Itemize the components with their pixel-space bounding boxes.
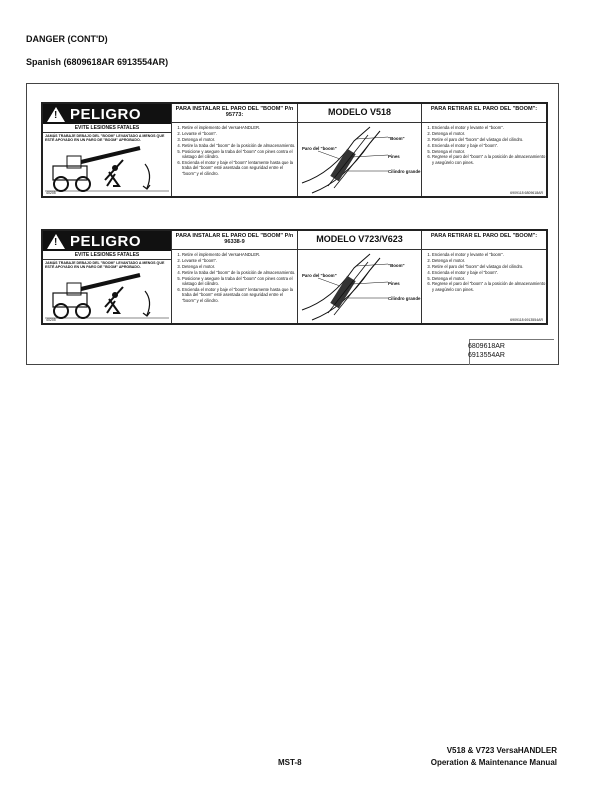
list-item: 1. Encienda el motor y levante el "boom". xyxy=(432,125,546,130)
danger-word: PELIGRO xyxy=(70,232,142,250)
label-pins: Pines xyxy=(388,281,400,286)
list-item: 6. Regrese el paro del "boom" a la posición de almacenamiento y asegúrelo con pines. xyxy=(432,281,546,292)
install-steps xyxy=(172,252,297,303)
label-cylinder: Cilindro grande xyxy=(388,296,421,301)
page-number: MST-8 xyxy=(278,758,302,767)
avoid-injury-text: EVITE LESIONES FATALES xyxy=(43,124,171,133)
warning-triangle-icon: ! xyxy=(47,234,65,249)
list-item: 4. Retire la traba del "boom" de la posición de almacenamiento. xyxy=(182,143,297,148)
list-item: 5. Posicione y asegure la traba del "boom" con pines contra el vástago del cilindro. xyxy=(182,276,297,287)
label-pins: Pines xyxy=(388,154,400,159)
list-item: 4. Retire la traba del "boom" de la posición de almacenamiento. xyxy=(182,270,297,275)
model-panel xyxy=(298,104,422,196)
model-title: MODELO V518 xyxy=(298,104,421,123)
warning-text: JAMÁS TRABAJE DEBAJO DEL "BOOM" LEVANTADO A MENOS QUE ESTÉ APOYADO EN UN PARO DE "BOOM" APROBADO. xyxy=(45,261,165,270)
label-boom-stop: Paro del "boom" xyxy=(302,146,337,151)
boom-stop-diagram xyxy=(298,250,422,323)
list-item: 1. Encienda el motor y levante el "boom". xyxy=(432,252,546,257)
list-item: 2. Detenga el motor. xyxy=(432,258,546,263)
part-number-divider xyxy=(470,339,554,340)
list-item: 3. Retire el paro del "boom" del vástago del cilindro. xyxy=(432,137,546,142)
install-panel xyxy=(172,231,298,323)
warning-triangle-icon: ! xyxy=(47,107,65,122)
list-item: 2. Levante el "boom". xyxy=(182,258,297,263)
install-steps xyxy=(172,125,297,176)
list-item: 3. Detenga el motor. xyxy=(182,264,297,269)
part-number: 6809618AR xyxy=(468,343,505,350)
section-subtitle: Spanish (6809618AR 6913554AR) xyxy=(26,57,169,67)
model-panel xyxy=(298,231,422,323)
decal-code-right: 6909118 6913554AR xyxy=(510,318,543,322)
list-item: 1. Retire el implemento del VersaHANDLER. xyxy=(182,125,297,130)
section-title: DANGER (CONT'D) xyxy=(26,34,108,44)
list-item: 4. Encienda el motor y baje el "boom". xyxy=(432,270,546,275)
part-numbers xyxy=(468,343,505,361)
decal-code-left: 40205 xyxy=(46,318,56,322)
remove-title: PARA RETIRAR EL PARO DEL "BOOM": xyxy=(422,104,546,123)
model-title: MODELO V723/V623 xyxy=(298,231,421,250)
decal-v518 xyxy=(41,102,548,198)
warning-text: JAMÁS TRABAJE DEBAJO DEL "BOOM" LEVANTADO A MENOS QUE ESTÉ APOYADO EN UN PARO DE "BOOM" APROBADO. xyxy=(45,134,165,143)
avoid-injury-text: EVITE LESIONES FATALES xyxy=(43,251,171,260)
remove-panel xyxy=(422,231,546,323)
decal-warning-panel xyxy=(43,231,172,323)
footer-manual: Operation & Maintenance Manual xyxy=(430,757,557,767)
remove-title: PARA RETIRAR EL PARO DEL "BOOM": xyxy=(422,231,546,250)
footer-product: V518 & V723 VersaHANDLER xyxy=(446,746,557,755)
list-item: 3. Detenga el motor. xyxy=(182,137,297,142)
crush-hazard-illustration xyxy=(45,146,169,196)
list-item: 6. Encienda el motor y baje el "boom" lentamente hasta que la traba del "boom" esté asentada con seguridad entre el "boom" y el cilindro. xyxy=(182,287,297,303)
label-cylinder: Cilindro grande xyxy=(388,169,421,174)
list-item: 5. Detenga el motor. xyxy=(432,149,546,154)
list-item: 5. Posicione y asegure la traba del "boom" con pines contra el vástago del cilindro. xyxy=(182,149,297,160)
remove-panel xyxy=(422,104,546,196)
list-item: 2. Levante el "boom". xyxy=(182,131,297,136)
install-title: PARA INSTALAR EL PARO DEL "BOOM" P/n 96338-9 xyxy=(172,231,297,250)
list-item: 5. Detenga el motor. xyxy=(432,276,546,281)
footer-title xyxy=(431,745,557,768)
decal-warning-panel xyxy=(43,104,172,196)
list-item: 6. Regrese el paro del "boom" a la posición de almacenamiento y asegúrelo con pines. xyxy=(432,154,546,165)
list-item: 6. Encienda el motor y baje el "boom" lentamente hasta que la traba del "boom" esté asentada con seguridad entre el "boom" y el cilindro. xyxy=(182,160,297,176)
remove-steps xyxy=(422,252,546,292)
crush-hazard-illustration xyxy=(45,273,169,323)
danger-header xyxy=(43,231,171,251)
label-boom-stop: Paro del "boom" xyxy=(302,273,337,278)
install-panel xyxy=(172,104,298,196)
remove-steps xyxy=(422,125,546,165)
label-boom: "Boom" xyxy=(388,136,405,141)
decal-v723 xyxy=(41,229,548,325)
label-boom: "Boom" xyxy=(388,263,405,268)
decal-code-right: 6909118 6809618AR xyxy=(510,191,543,195)
part-number: 6913554AR xyxy=(468,351,505,359)
list-item: 3. Retire el paro del "boom" del vástago del cilindro. xyxy=(432,264,546,269)
decal-code-left: 40205 xyxy=(46,191,56,195)
list-item: 1. Retire el implemento del VersaHANDLER. xyxy=(182,252,297,257)
danger-header xyxy=(43,104,171,124)
boom-stop-diagram xyxy=(298,123,422,196)
list-item: 2. Detenga el motor. xyxy=(432,131,546,136)
danger-word: PELIGRO xyxy=(70,105,142,123)
list-item: 4. Encienda el motor y baje el "boom". xyxy=(432,143,546,148)
install-title: PARA INSTALAR EL PARO DEL "BOOM" P/n 95773: xyxy=(172,104,297,123)
